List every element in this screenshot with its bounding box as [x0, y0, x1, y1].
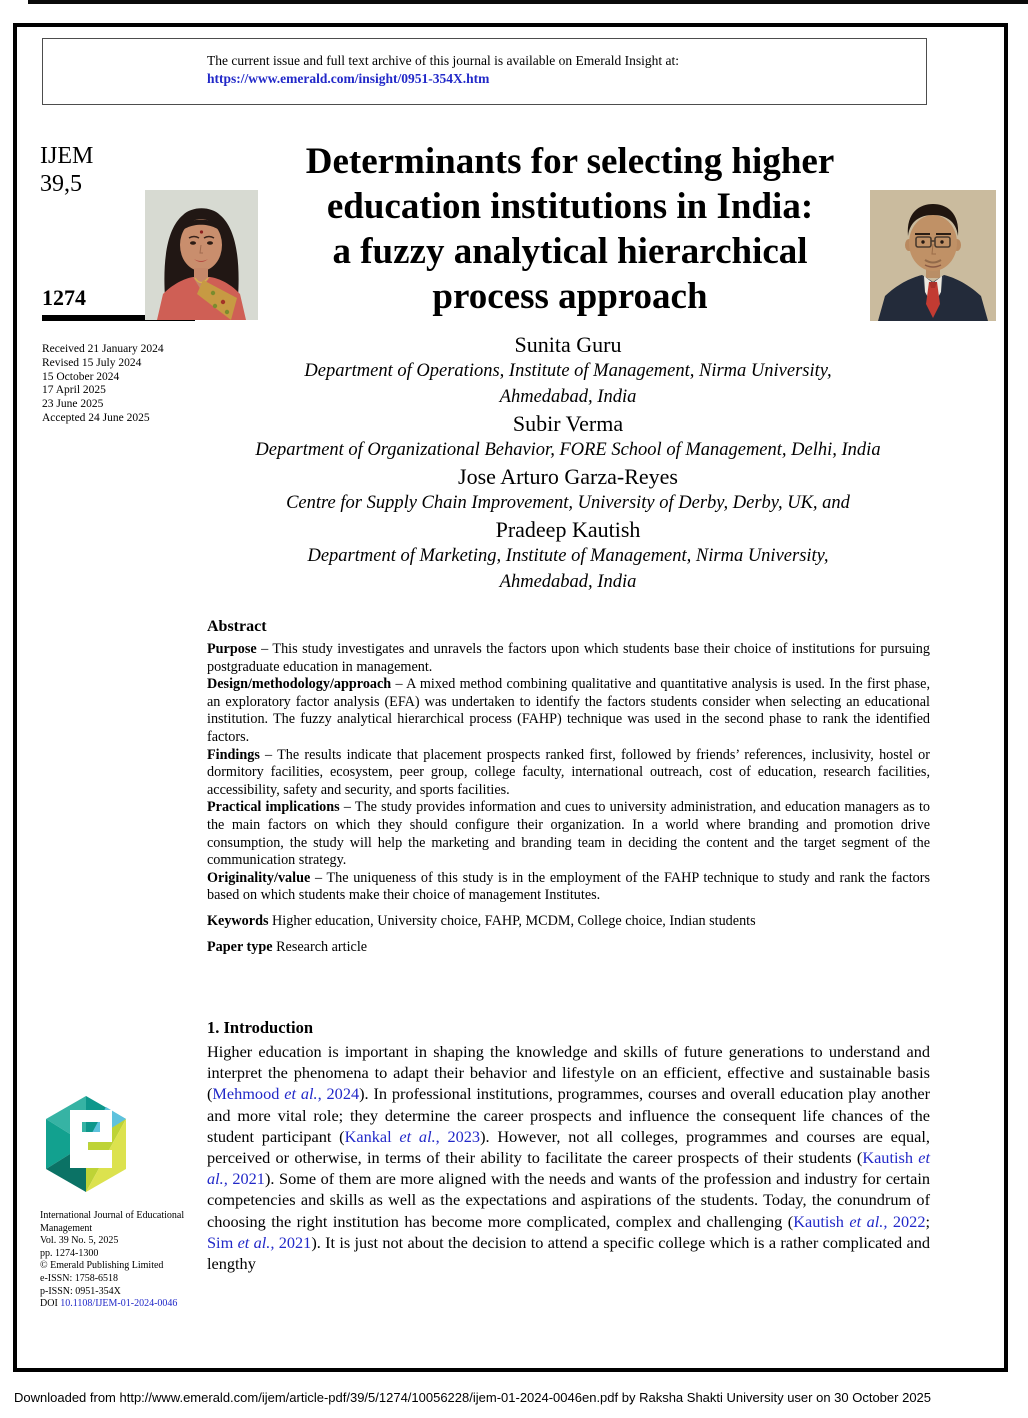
- citation-link[interactable]: et al.,: [237, 1232, 275, 1252]
- access-notice-text: The current issue and full text archive of this journal is available on Emerald Insight at:: [207, 53, 679, 68]
- author-affiliation: Department of Organizational Behavior, FORE School of Management, Delhi, India: [255, 440, 881, 460]
- introduction-paragraph: [207, 1041, 930, 1274]
- abstract-section: [207, 747, 930, 800]
- scan-edge-artifact: [28, 0, 1028, 4]
- doi-line: [40, 1298, 205, 1311]
- body-text: ). However, not all colleges, programmes and courses are equal, perceived or otherwise, in terms of their ability to facilitate the career prospects of their students (: [207, 1126, 930, 1168]
- body-text: ). Some of them are more aligned with the needs and wants of the profession and industry for certain competencies and skills as well as the expectations and aspirations of the students. Today, the conundrum of choosing the right institution has become more complicated, complex and challenging (: [207, 1169, 930, 1231]
- citation-link[interactable]: Sim: [207, 1232, 238, 1252]
- journal-info-line: Vol. 39 No. 5, 2025: [40, 1235, 119, 1247]
- emerald-logo-icon: [40, 1094, 132, 1194]
- citation-link[interactable]: 2021: [274, 1232, 312, 1252]
- citation-link[interactable]: , 2023: [435, 1126, 481, 1146]
- author-name: Pradeep Kautish: [495, 517, 641, 542]
- author-affiliation: Centre for Supply Chain Improvement, University of Derby, Derby, UK, and: [286, 493, 850, 513]
- keywords-text: Higher education, University choice, FAHP, MCDM, College choice, Indian students: [268, 912, 756, 929]
- authors-block: [207, 331, 929, 595]
- abstract-section-label: Findings: [207, 746, 260, 763]
- paper-type-label: Paper type: [207, 938, 273, 955]
- journal-info-line: International Journal of Educational: [40, 1210, 185, 1221]
- date-line: Accepted 24 June 2025: [42, 411, 150, 424]
- author-affiliation: Ahmedabad, India: [499, 387, 637, 407]
- citation-link[interactable]: Kankal: [344, 1126, 400, 1146]
- journal-archive-link[interactable]: https://www.emerald.com/insight/0951-354X.htm: [207, 71, 490, 86]
- abstract-section: [207, 641, 930, 676]
- introduction-heading: 1. Introduction: [207, 1018, 314, 1037]
- abstract-section: [207, 870, 930, 905]
- citation-link[interactable]: et al.,: [207, 1148, 930, 1189]
- paper-type-row: [207, 939, 930, 957]
- date-line: 15 October 2024: [42, 370, 120, 383]
- journal-info-line: Management: [40, 1222, 93, 1234]
- abstract-section-text: – This study investigates and unravels the factors upon which students base their choice of institutions for pursuing postgraduate education in management.: [207, 641, 930, 675]
- page-number: 1274: [42, 285, 86, 310]
- citation-link[interactable]: et al.,: [284, 1084, 322, 1104]
- body-text: ). It is just not about the decision to attend a specific college which is a rather complicated and lengthy: [207, 1232, 931, 1274]
- title-line: a fuzzy analytical hierarchical: [332, 231, 808, 272]
- abstract-section-label: Purpose: [207, 641, 257, 657]
- citation-link[interactable]: et al.: [399, 1126, 436, 1146]
- paper-type-text: Research article: [272, 938, 368, 955]
- date-line: Received 21 January 2024: [42, 343, 164, 355]
- journal-issue: 39,5: [40, 171, 82, 197]
- abstract-section: [207, 676, 930, 746]
- abstract-body: [207, 641, 930, 956]
- article-title: [230, 139, 910, 319]
- citation-link[interactable]: Kautish: [862, 1148, 919, 1168]
- date-line: Revised 15 July 2024: [42, 356, 142, 369]
- body-text: ). In professional institutions, programmes, courses and overall education play another and more vital role; they determine the career prospects and influence the consequent life chances of the student participant (: [207, 1084, 931, 1146]
- abstract-heading: Abstract: [207, 618, 267, 635]
- abstract-section-text: – The uniqueness of this study is in the employment of the FAHP technique to study and rank the factors based on which students make their choice of management Institutes.: [207, 869, 930, 904]
- journal-info-line: e-ISSN: 1758-6518: [40, 1272, 119, 1284]
- journal-code-block: [40, 142, 93, 198]
- emerald-publishing-logo: [40, 1094, 132, 1194]
- journal-info-line: p-ISSN: 0951-354X: [40, 1285, 121, 1297]
- abstract-section-text: – The results indicate that placement prospects ranked first, followed by friends’ references, inclusivity, hostel or dormitory facilities, ecosystem, peer group, college faculty, international outreach, cost of education, research facilities, accessibility, safety and security, and sports facilities.: [207, 746, 930, 798]
- journal-code: IJEM: [40, 143, 94, 169]
- title-line: Determinants for selecting higher: [305, 141, 835, 182]
- abstract-section-label: Design/methodology/approach: [207, 676, 392, 693]
- date-line: 17 April 2025: [42, 384, 106, 397]
- author-name: Jose Arturo Garza-Reyes: [458, 464, 678, 489]
- author-affiliation: Department of Marketing, Institute of Management, Nirma University,: [307, 546, 829, 566]
- keywords-row: [207, 913, 930, 931]
- journal-info-block: [40, 1210, 205, 1311]
- citation-link[interactable]: Mehmood: [212, 1084, 285, 1104]
- access-notice-box: [42, 38, 927, 105]
- body-text: Higher education is important in shaping the knowledge and skills of future generations to understand and interpret the phenomena to adapt their behavior and lifestyle on an efficient, effective and sustainable basis (: [207, 1042, 930, 1104]
- author-affiliation: Ahmedabad, India: [499, 572, 637, 592]
- abstract-section-text: – The study provides information and cues to university administration, and education managers as to the main factors on which they should configure their organization. In a world where branding and promotion drive consumption, the study will help the marketing and branding team in deciding the content and the target segment of the communication strategy.: [207, 799, 930, 869]
- abstract-section: [207, 799, 930, 869]
- doi-label: DOI: [40, 1298, 61, 1310]
- abstract-section-label: Practical implications: [207, 799, 340, 816]
- citation-link[interactable]: 2022: [887, 1211, 926, 1231]
- abstract-section-label: Originality/value: [207, 869, 311, 886]
- date-line: 23 June 2025: [42, 398, 104, 411]
- doi-link[interactable]: 10.1108/IJEM-01-2024-0046: [60, 1298, 178, 1310]
- keywords-label: Keywords: [207, 912, 269, 929]
- journal-info-line: pp. 1274-1300: [40, 1247, 99, 1259]
- citation-link[interactable]: 2024: [321, 1084, 360, 1104]
- title-line: education institutions in India:: [326, 186, 814, 227]
- received-dates-block: [42, 343, 164, 426]
- author-name: Subir Verma: [512, 411, 624, 436]
- title-line: process approach: [432, 276, 708, 317]
- author-affiliation: Department of Operations, Institute of Management, Nirma University,: [304, 361, 832, 381]
- body-text: ;: [925, 1211, 930, 1231]
- citation-link[interactable]: 2021: [227, 1169, 265, 1189]
- citation-link[interactable]: Kautish: [793, 1211, 850, 1231]
- journal-info-line: © Emerald Publishing Limited: [40, 1260, 164, 1272]
- author-name: Sunita Guru: [514, 332, 622, 357]
- citation-link[interactable]: et al.,: [849, 1211, 888, 1231]
- download-footer: Downloaded from http://www.emerald.com/ijem/article-pdf/39/5/1274/10056228/ijem-01-2024-0046en.pdf by Raksha Shakti University user on 30 October 2025: [14, 1390, 932, 1405]
- abstract-section-text: – A mixed method combining qualitative and quantitative analysis is used. In the first phase, an exploratory factor analysis (EFA) was undertaken to identify the factors students consider when selecting an educational institution. The fuzzy analytical hierarchical process (FAHP) technique was used in the second phase to rank the identified factors.: [207, 676, 930, 745]
